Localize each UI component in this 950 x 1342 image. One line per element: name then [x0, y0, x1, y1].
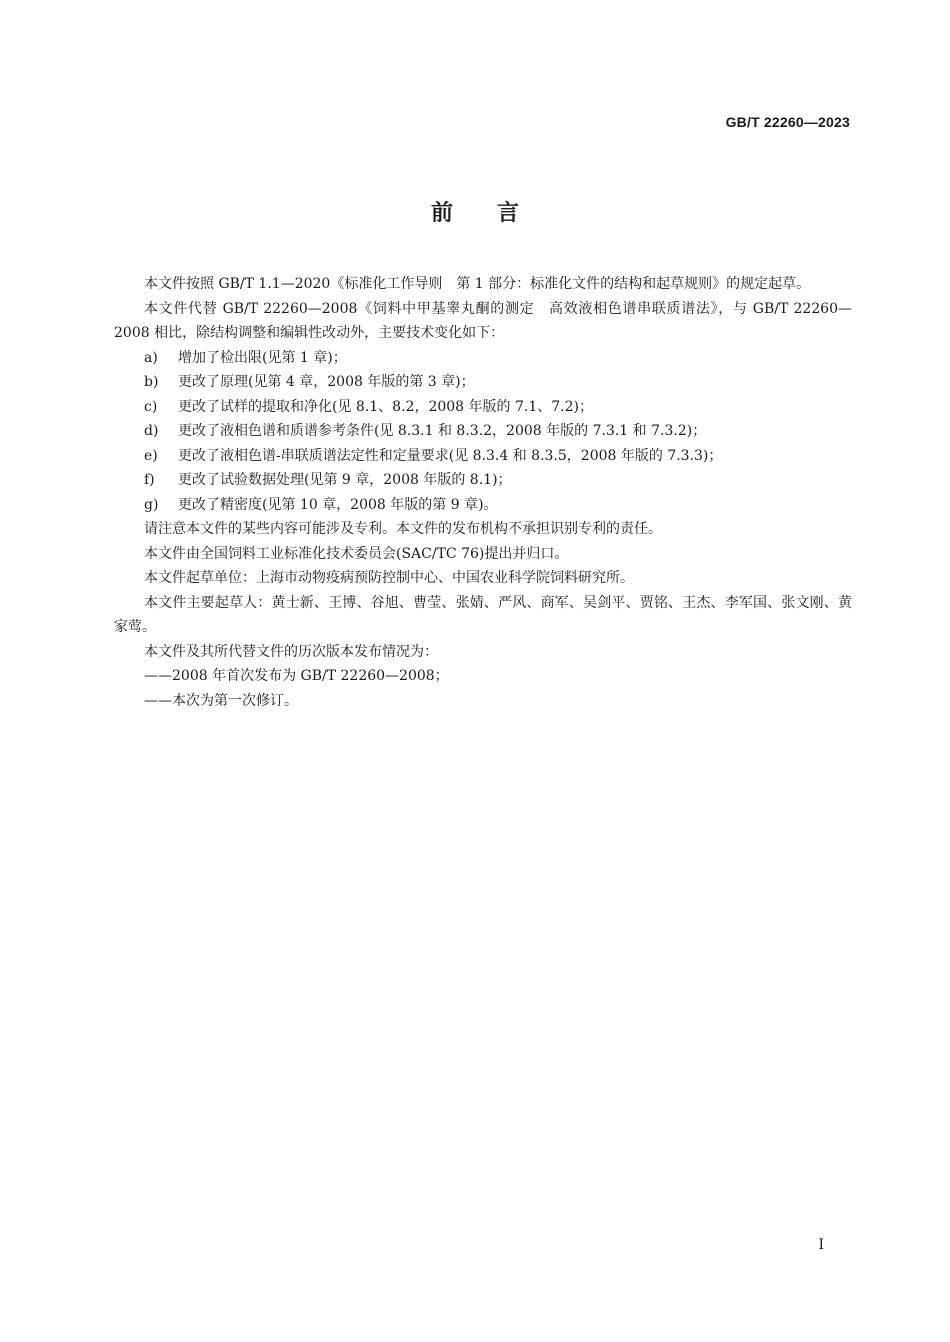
change-text: 更改了试样的提取和净化(见 8.1、8.2，2008 年版的 7.1、7.2)； — [178, 398, 593, 415]
paragraph-drafters: 本文件主要起草人：黄士新、王博、谷旭、曹莹、张婧、严风、商军、吴剑平、贾铭、王杰、李军国、张文刚、黄家莺。 — [114, 594, 852, 635]
paragraph-replacement: 本文件代替 GB/T 22260—2008《饲料中甲基睾丸酮的测定 高效液相色谱串联质谱法》，与 GB/T 22260—2008 相比，除结构调整和编辑性改动外，主要技术变化如下： — [114, 300, 852, 341]
change-marker: d) — [144, 423, 159, 439]
paragraph-drafting-rules: 本文件按照 GB/T 1.1—2020《标准化工作导则 第 1 部分：标准化文件的结构和起草规则》的规定起草。 — [144, 276, 811, 292]
change-item-b — [114, 370, 852, 395]
title-char-2: 言 — [497, 201, 520, 226]
change-marker: a) — [144, 349, 158, 366]
page-number: I — [818, 1237, 824, 1253]
paragraph-history-intro: 本文件及其所代替文件的历次版本发布情况为： — [144, 643, 438, 660]
change-marker: g) — [144, 496, 159, 513]
paragraph-proposer: 本文件由全国饲料工业标准化技术委员会(SAC/TC 76)提出并归口。 — [144, 545, 569, 562]
change-item-c — [114, 395, 852, 420]
foreword-body — [114, 272, 852, 713]
change-item-d — [114, 419, 852, 444]
change-marker: e) — [144, 447, 158, 464]
change-marker: f) — [144, 472, 155, 488]
change-item-e — [114, 444, 852, 469]
change-text: 更改了液相色谱-串联质谱法定性和定量要求(见 8.3.4 和 8.3.5，2008 年版的 7.3.3)； — [178, 447, 723, 464]
change-marker: b) — [144, 374, 159, 390]
change-item-a — [114, 346, 852, 371]
paragraph-patent-notice: 请注意本文件的某些内容可能涉及专利。本文件的发布机构不承担识别专利的责任。 — [144, 521, 662, 537]
change-marker: c) — [144, 398, 158, 415]
history-item-2: ——本次为第一次修订。 — [144, 692, 298, 709]
change-text: 更改了精密度(见第 10 章，2008 年版的第 9 章)。 — [178, 496, 498, 513]
change-text: 增加了检出限(见第 1 章)； — [178, 349, 347, 366]
change-item-f — [114, 468, 852, 493]
change-item-g — [114, 493, 852, 518]
page-title — [0, 196, 950, 227]
change-text: 更改了液相色谱和质谱参考条件(见 8.3.1 和 8.3.2，2008 年版的 7.3.1 和 7.3.2)； — [178, 423, 707, 439]
change-text: 更改了原理(见第 4 章，2008 年版的第 3 章)； — [178, 374, 475, 390]
change-text: 更改了试验数据处理(见第 9 章，2008 年版的 8.1)； — [178, 472, 512, 488]
paragraph-drafting-units: 本文件起草单位：上海市动物疫病预防控制中心、中国农业科学院饲料研究所。 — [144, 570, 634, 586]
title-char-1: 前 — [430, 201, 453, 226]
history-item-1: ——2008 年首次发布为 GB/T 22260—2008； — [144, 668, 449, 684]
standard-code: GB/T 22260—2023 — [725, 114, 850, 130]
